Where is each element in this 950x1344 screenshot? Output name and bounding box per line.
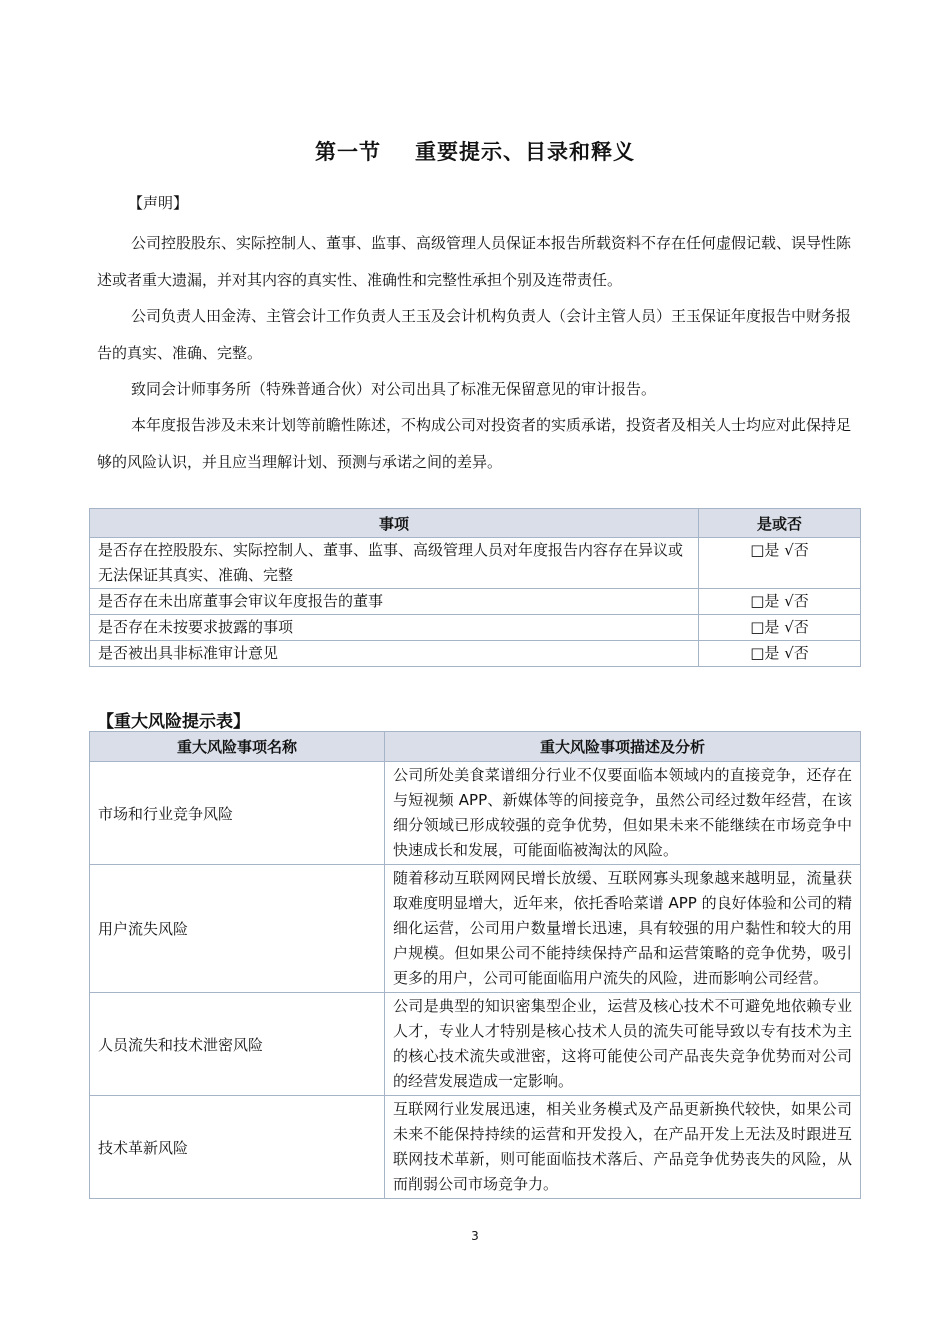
risk-name: 用户流失风险 bbox=[90, 865, 385, 993]
section-number: 第一节 bbox=[315, 140, 381, 164]
table-row bbox=[90, 762, 861, 865]
declaration-heading: 【声明】 bbox=[128, 194, 189, 212]
table-row bbox=[90, 589, 861, 615]
risk-name: 市场和行业竞争风险 bbox=[90, 762, 385, 865]
risk-description: 随着移动互联网网民增长放缓、互联网寡头现象越来越明显，流量获取难度明显增大，近年来，依托香哈菜谱 APP 的良好体验和公司的精细化运营，公司用户数量增长迅速，具有较强的用户黏性和较大的用户规模。但如果公司不能持续保持产品和运营策略的竞争优势，吸引更多的用户，公司可能面临用户流失的风险，进而影响公司经营。 bbox=[385, 865, 861, 993]
declaration-paragraph: 公司控股股东、实际控制人、董事、监事、高级管理人员保证本报告所载资料不存在任何虚假记载、误导性陈述或者重大遗漏，并对其内容的真实性、准确性和完整性承担个别及连带责任。 bbox=[97, 234, 852, 289]
risk-table-title: 【重大风险提示表】 bbox=[97, 712, 250, 732]
column-header-risk-name: 重大风险事项名称 bbox=[90, 732, 385, 762]
table-row bbox=[90, 1096, 861, 1199]
column-header-answer: 是或否 bbox=[699, 509, 861, 538]
risk-name: 人员流失和技术泄密风险 bbox=[90, 993, 385, 1096]
table-header-row bbox=[90, 732, 861, 762]
section-name: 重要提示、目录和释义 bbox=[415, 140, 635, 164]
table-row bbox=[90, 993, 861, 1096]
risk-description: 公司所处美食菜谱细分行业不仅要面临本领域内的直接竞争，还存在与短视频 APP、新媒体等的间接竞争，虽然公司经过数年经营，在该细分领域已形成较强的竞争优势，但如果未来不能继续在市场竞争中快速成长和发展，可能面临被淘汰的风险。 bbox=[385, 762, 861, 865]
table-row bbox=[90, 641, 861, 667]
matter-item: 是否被出具非标准审计意见 bbox=[90, 641, 699, 667]
matter-answer: □是 √否 bbox=[699, 589, 861, 615]
risk-description: 公司是典型的知识密集型企业，运营及核心技术不可避免地依赖专业人才，专业人才特别是核心技术人员的流失可能导致以专有技术为主的核心技术流失或泄密，这将可能使公司产品丧失竞争优势而对公司的经营发展造成一定影响。 bbox=[385, 993, 861, 1096]
matter-answer: □是 √否 bbox=[699, 538, 861, 589]
risk-table bbox=[89, 731, 861, 1199]
declaration-paragraph: 公司负责人田金涛、主管会计工作负责人王玉及会计机构负责人（会计主管人员）王玉保证年度报告中财务报告的真实、准确、完整。 bbox=[97, 307, 852, 362]
table-row bbox=[90, 865, 861, 993]
declaration-paragraph: 致同会计师事务所（特殊普通合伙）对公司出具了标准无保留意见的审计报告。 bbox=[131, 380, 657, 398]
risk-name: 技术革新风险 bbox=[90, 1096, 385, 1199]
risk-description: 互联网行业发展迅速，相关业务模式及产品更新换代较快，如果公司未来不能保持持续的运营和开发投入，在产品开发上无法及时跟进互联网技术革新，则可能面临技术落后、产品竞争优势丧失的风险，从而削弱公司市场竞争力。 bbox=[385, 1096, 861, 1199]
matter-item: 是否存在未按要求披露的事项 bbox=[90, 615, 699, 641]
section-title bbox=[0, 136, 950, 166]
matter-answer: □是 √否 bbox=[699, 615, 861, 641]
column-header-risk-desc: 重大风险事项描述及分析 bbox=[385, 732, 861, 762]
table-row bbox=[90, 538, 861, 589]
column-header-item: 事项 bbox=[90, 509, 699, 538]
matters-table bbox=[89, 508, 861, 667]
table-row bbox=[90, 615, 861, 641]
table-header-row bbox=[90, 509, 861, 538]
matter-item: 是否存在控股股东、实际控制人、董事、监事、高级管理人员对年度报告内容存在异议或无法保证其真实、准确、完整 bbox=[90, 538, 699, 589]
matter-item: 是否存在未出席董事会审议年度报告的董事 bbox=[90, 589, 699, 615]
matter-answer: □是 √否 bbox=[699, 641, 861, 667]
declaration-paragraph: 本年度报告涉及未来计划等前瞻性陈述，不构成公司对投资者的实质承诺，投资者及相关人士均应对此保持足够的风险认识，并且应当理解计划、预测与承诺之间的差异。 bbox=[97, 416, 852, 471]
page-number: 3 bbox=[471, 1229, 479, 1243]
